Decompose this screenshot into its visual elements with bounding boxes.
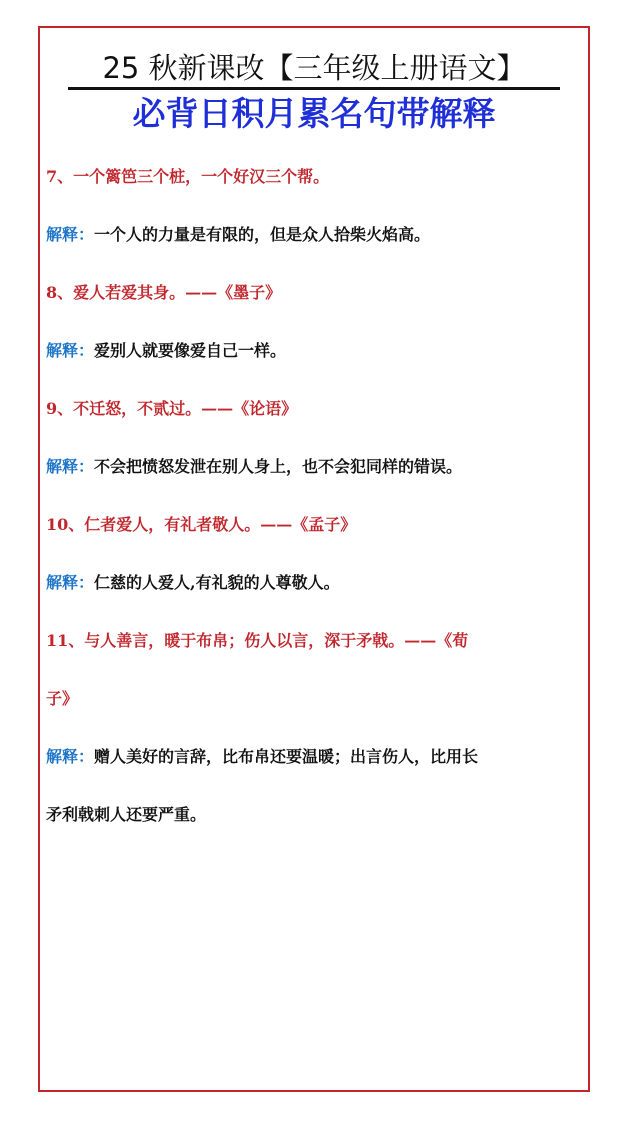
explanation-line bbox=[46, 728, 586, 786]
explanation-line-continued: 矛利戟刺人还要严重。 bbox=[46, 805, 207, 824]
quote-line: 9、不迁怒，不贰过。——《论语》 bbox=[46, 399, 298, 418]
explanation-text: 不会把愤怒发泄在别人身上，也不会犯同样的错误。 bbox=[94, 457, 463, 476]
explanation-text: 一个人的力量是有限的，但是众人拾柴火焰高。 bbox=[94, 225, 431, 244]
explanation-label: 解释： bbox=[46, 457, 95, 476]
explanation-line bbox=[46, 322, 586, 380]
explanation-text: 赠人美好的言辞，比布帛还要温暖；出言伤人，比用长 bbox=[94, 747, 479, 766]
explanation-label: 解释： bbox=[46, 341, 95, 360]
quote-line: 8、爱人若爱其身。——《墨子》 bbox=[46, 283, 282, 302]
title-underline bbox=[68, 87, 560, 90]
quote-line-continued: 子》 bbox=[46, 689, 79, 708]
explanation-line bbox=[46, 438, 586, 496]
page-frame bbox=[38, 26, 590, 1092]
quote-line: 10、仁者爱人，有礼者敬人。——《孟子》 bbox=[46, 515, 357, 534]
explanation-text: 爱别人就要像爱自己一样。 bbox=[94, 341, 287, 360]
explanation-text: 仁慈的人爱人,有礼貌的人尊敬人。 bbox=[94, 573, 340, 592]
explanation-line bbox=[46, 554, 586, 612]
explanation-label: 解释： bbox=[46, 573, 95, 592]
quote-line: 7、一个篱笆三个桩，一个好汉三个帮。 bbox=[46, 167, 330, 186]
explanation-label: 解释： bbox=[46, 225, 95, 244]
entries-list bbox=[46, 148, 586, 844]
explanation-line bbox=[46, 206, 586, 264]
page-subtitle: 必背日积月累名句带解释 bbox=[132, 94, 496, 133]
explanation-label: 解释： bbox=[46, 747, 95, 766]
quote-line: 11、与人善言，暖于布帛；伤人以言，深于矛戟。——《荀 bbox=[46, 631, 469, 650]
page-title: 25 秋新课改【三年级上册语文】 bbox=[102, 51, 526, 85]
